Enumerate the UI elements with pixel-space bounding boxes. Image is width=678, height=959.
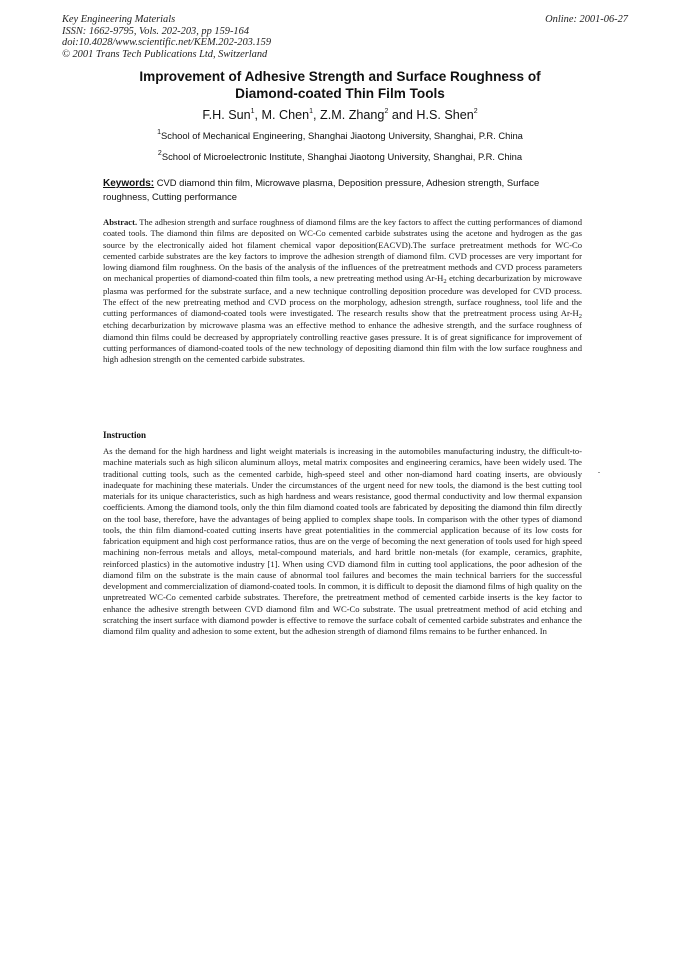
journal-name: Key Engineering Materials: [62, 14, 176, 25]
paper-title-line-1: Improvement of Adhesive Strength and Surface Roughness of: [139, 69, 541, 84]
journal-doi: doi:10.4028/www.scientific.net/KEM.202-203.159: [62, 37, 272, 49]
affiliation-number: 2: [157, 150, 162, 157]
abstract-label: Abstract.: [103, 217, 138, 227]
journal-citation-block: [62, 14, 622, 60]
author-separator: ,: [313, 108, 321, 122]
margin-mark: [598, 472, 600, 473]
online-date: Online: 2001-06-27: [545, 14, 628, 25]
author-name: Z.M. Zhang: [320, 108, 385, 122]
author-name: F.H. Sun: [202, 108, 251, 122]
section-heading-instruction: Instruction: [103, 430, 147, 440]
paper-title-line-2: Diamond-coated Thin Film Tools: [235, 86, 445, 101]
author-affiliation-mark: 2: [384, 108, 389, 115]
paper-title: [70, 68, 610, 102]
author-separator: ,: [254, 108, 262, 122]
keywords-section: [103, 177, 582, 203]
author-list: [60, 107, 620, 123]
author-name: M. Chen: [261, 108, 310, 122]
affiliation-text: School of Microelectronic Institute, Shanghai Jiaotong University, Shanghai, P.R. China: [161, 151, 523, 162]
journal-issn: ISSN: 1662-9795, Vols. 202-203, pp 159-164: [62, 25, 250, 37]
author-conjunction: and: [388, 108, 417, 122]
abstract-text-part-3: etching decarburization by microwave plasma was an effective method to enhance the adhesive strength, and the surface roughness of diamond thin films could be decreased by appropriately controlling reactive gases pressure. It is of great significance for improvement of cutting performances of diamond-coated tools of the new technology of depositing diamond thin film with the low surface roughness and high adhesion strength on the cemented carbide substrates.: [103, 320, 582, 364]
author-affiliation-mark: 2: [473, 108, 478, 115]
author-affiliation-mark: 1: [250, 108, 255, 115]
author-affiliation-mark: 1: [309, 108, 314, 115]
abstract-text-part-2: etching decarburization by microwave plasma was performed for the substrate surface, and a new technique controlling deposition procedure was developed for CVD process. The effect of the new pretreating method and CVD process on the morphology, adhesion strength, surface roughness, tool life and the cutting performances of diamond-coated tools were investigated. The research results show that the pretreatment process using Ar-H: [103, 273, 582, 318]
instruction-paragraph: As the demand for the high hardness and light weight materials is increasing in the automobiles manufacturing industry, the difficult-to-machine materials such as high silicon aluminum alloys, metal matrix composites and engineering ceramics, have been widely used. The traditional cutting tools, such as the cemented carbide, high-speed steel and other non-diamond hard coating inserts, are obviously inadequate for machining these materials. Under the circumstances of the urgent need for new tools, the diamond is the best cutting tool materials for its unique characteristics, such as high hardness and wears resistance, good thermal conductivity and low thermal expansion coefficients. Among the diamond tools, only the thin film diamond coated tools are fabricated by depositing the diamond thin film directly on the tool base, therefore, have the advantages of being applied to complex shape tools. In comparison with the other types of diamond tools, the thin film diamond-coated cutting inserts have great potentialities in the commercial application because of its low costs for fabrication equipment and high cost performance ratios, thus are on the verge of becoming the next generation of tools used for high speed machining non-ferrous metals and alloys, metal-compound materials, and hard brittle non-metals (for example, ceramics, graphite, reinforced plastics) in the automotive industry [1]. When using CVD diamond film in cutting tool applications, the poor adhesion of the diamond film on the substrate is the main cause of abnormal tool failures and becomes the main technical barriers for the successful development and commercialization of diamond-coated tools. In common, it is difficult to deposit the diamond films of high quality on the unpretreated WC-Co cemented carbide substrates. Therefore, the pretreatment method of cemented carbide inserts is the key factor to enhance the adhesive strength between CVD diamond film and WC-Co substrate. The usual pretreatment method of acid etching and scratching the insert surface with diamond powder is effective to remove the surface cobalt of cemented carbide substrates and enhance the diamond film quality and adhesion to some extent, but the adhesion strength of diamond films remains to be further enhanced. In: [103, 446, 582, 636]
affiliation-number: 1: [157, 129, 162, 136]
keywords-text: CVD diamond thin film, Microwave plasma, Deposition pressure, Adhesion strength, Surface roughness, Cutting performance: [103, 177, 540, 202]
affiliation-1: [60, 130, 620, 142]
author-name: H.S. Shen: [416, 108, 474, 122]
subscript: 2: [443, 278, 447, 286]
affiliation-text: School of Mechanical Engineering, Shanghai Jiaotong University, Shanghai, P.R. China: [161, 130, 523, 141]
abstract-paragraph: [103, 217, 582, 365]
subscript: 2: [578, 313, 582, 320]
keywords-label: Keywords:: [103, 178, 155, 189]
journal-copyright: © 2001 Trans Tech Publications Ltd, Switzerland: [62, 48, 268, 60]
affiliation-2: [60, 151, 620, 163]
abstract-text-part-1: The adhesion strength and surface roughness of diamond films are the key factors to affect the cutting performances of diamond coated tools. The diamond thin films are deposited on WC-Co cemented carbide substrates using the acetone and hydrogen as the gas source by the electronically aided hot filament chemical vapor deposition(EACVD).The surface pretreatment methods for WC-Co cemented carbide substrates are the key factors to improve the adhesion strength of diamond film. CVD processes are very important for lowing diamond film roughness. On the basis of the analysis of the influences of the pretreatment methods and CVD process parameters on mechanical properties of diamond-coated thin film tools, a new pretreating method using Ar-H: [103, 217, 582, 284]
